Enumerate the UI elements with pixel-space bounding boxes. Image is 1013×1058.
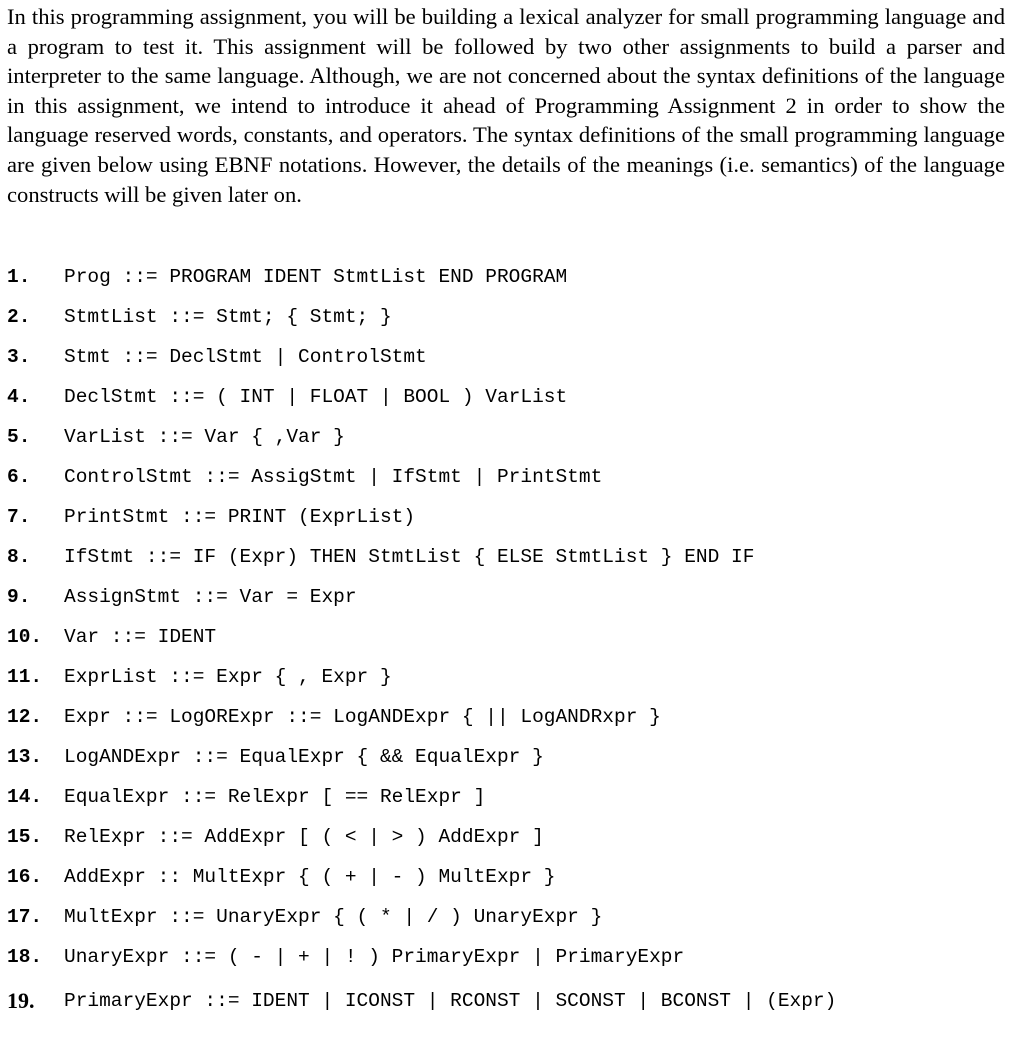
rule-text: LogANDExpr ::= EqualExpr { && EqualExpr } bbox=[64, 746, 544, 768]
rule-text: DeclStmt ::= ( INT | FLOAT | BOOL ) VarList bbox=[64, 386, 568, 408]
grammar-rule bbox=[0, 342, 427, 372]
rule-number: 18. bbox=[7, 946, 43, 968]
grammar-rule bbox=[0, 702, 661, 732]
grammar-rule bbox=[0, 822, 544, 852]
grammar-rule bbox=[0, 302, 392, 332]
grammar-rule bbox=[0, 462, 603, 492]
rule-number: 8. bbox=[7, 546, 31, 568]
rule-number: 6. bbox=[7, 466, 31, 488]
rule-text: MultExpr ::= UnaryExpr { ( * | / ) UnaryExpr } bbox=[64, 906, 603, 928]
rule-text: ExprList ::= Expr { , Expr } bbox=[64, 666, 392, 688]
grammar-rule bbox=[0, 782, 486, 812]
grammar-rule bbox=[0, 262, 568, 292]
rule-text: Expr ::= LogORExpr ::= LogANDExpr { || LogANDRxpr } bbox=[64, 706, 661, 728]
rule-number: 1. bbox=[7, 266, 31, 288]
grammar-rule bbox=[0, 502, 416, 532]
rule-text: PrintStmt ::= PRINT (ExprList) bbox=[64, 506, 416, 528]
rule-number: 3. bbox=[7, 346, 31, 368]
rule-number: 5. bbox=[7, 426, 31, 448]
grammar-rule bbox=[0, 986, 837, 1016]
grammar-rule bbox=[0, 542, 755, 572]
rule-number: 2. bbox=[7, 306, 31, 328]
grammar-rule bbox=[0, 382, 568, 412]
grammar-rule bbox=[0, 942, 685, 972]
rule-number: 16. bbox=[7, 866, 43, 888]
rule-text: StmtList ::= Stmt; { Stmt; } bbox=[64, 306, 392, 328]
rule-text: ControlStmt ::= AssigStmt | IfStmt | PrintStmt bbox=[64, 466, 603, 488]
rule-text: EqualExpr ::= RelExpr [ == RelExpr ] bbox=[64, 786, 486, 808]
rule-text: Var ::= IDENT bbox=[64, 626, 217, 648]
rule-number: 11. bbox=[7, 666, 43, 688]
rule-text: UnaryExpr ::= ( - | + | ! ) PrimaryExpr | PrimaryExpr bbox=[64, 946, 685, 968]
grammar-rule bbox=[0, 622, 217, 652]
rule-text: IfStmt ::= IF (Expr) THEN StmtList { ELSE StmtList } END IF bbox=[64, 546, 755, 568]
rule-number: 14. bbox=[7, 786, 43, 808]
rule-text: VarList ::= Var { ,Var } bbox=[64, 426, 345, 448]
rule-number: 7. bbox=[7, 506, 31, 528]
grammar-rule bbox=[0, 742, 544, 772]
rule-text: AddExpr :: MultExpr { ( + | - ) MultExpr } bbox=[64, 866, 556, 888]
rule-number: 17. bbox=[7, 906, 43, 928]
rule-number: 10. bbox=[7, 626, 43, 648]
rule-text: AssignStmt ::= Var = Expr bbox=[64, 586, 357, 608]
rule-number: 19. bbox=[7, 988, 35, 1013]
grammar-rule bbox=[0, 662, 392, 692]
rule-number: 12. bbox=[7, 706, 43, 728]
grammar-rule bbox=[0, 862, 556, 892]
intro-paragraph: In this programming assignment, you will be building a lexical analyzer for small programming language and a program to test it. This assignment will be followed by two other assignments to build a parser and interpreter to the same language. Although, we are not concerned about the syntax definitions of the language in this assignment, we intend to introduce it ahead of Programming Assignment 2 in order to show the language reserved words, constants, and operators. The syntax definitions of the small programming language are given below using EBNF notations. However, the details of the meanings (i.e. semantics) of the language constructs will be given later on. bbox=[7, 4, 1005, 207]
rule-number: 9. bbox=[7, 586, 31, 608]
grammar-rule bbox=[0, 422, 345, 452]
rule-number: 15. bbox=[7, 826, 43, 848]
rule-text: RelExpr ::= AddExpr [ ( < | > ) AddExpr ] bbox=[64, 826, 544, 848]
rule-text: PrimaryExpr ::= IDENT | ICONST | RCONST | SCONST | BCONST | (Expr) bbox=[64, 990, 837, 1012]
rule-number: 4. bbox=[7, 386, 31, 408]
rule-number: 13. bbox=[7, 746, 43, 768]
grammar-rule bbox=[0, 902, 603, 932]
grammar-rule bbox=[0, 582, 357, 612]
rule-text: Stmt ::= DeclStmt | ControlStmt bbox=[64, 346, 427, 368]
rule-text: Prog ::= PROGRAM IDENT StmtList END PROGRAM bbox=[64, 266, 568, 288]
